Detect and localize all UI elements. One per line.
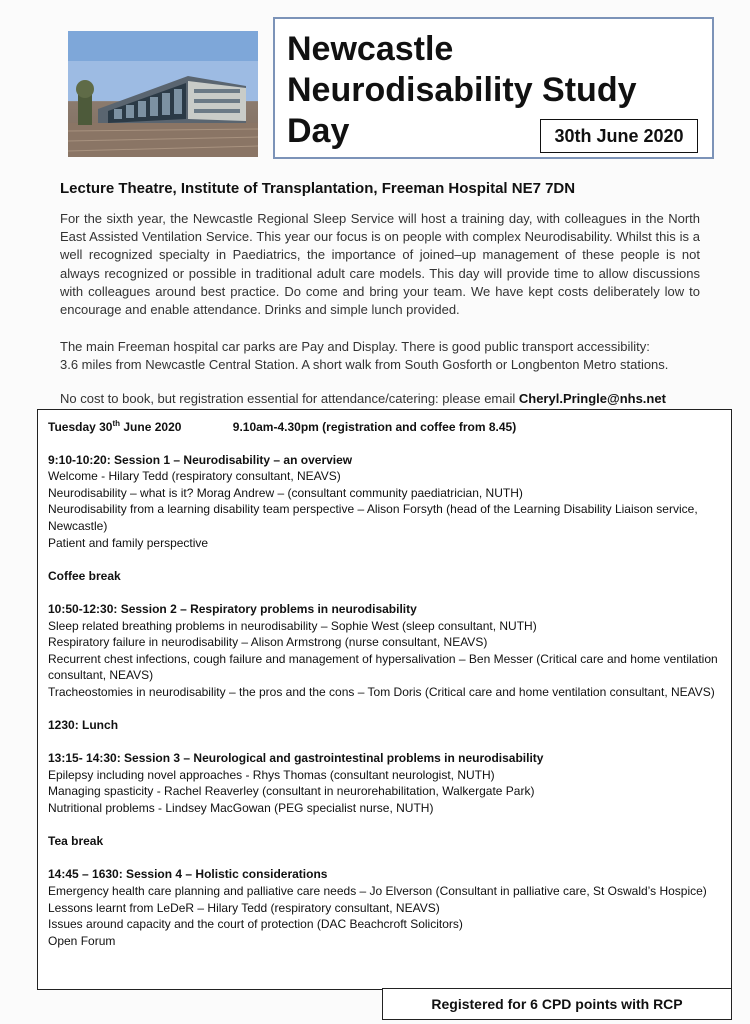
date-badge: 30th June 2020: [540, 119, 698, 153]
session-heading: 14:45 – 1630: Session 4 – Holistic considerations: [48, 867, 328, 882]
programme-time: 9.10am-4.30pm (registration and coffee from 8.45): [232, 420, 517, 434]
title-box: [273, 17, 714, 159]
break-label: 1230: Lunch: [48, 718, 119, 733]
programme-box: [37, 409, 732, 990]
transport-paragraph: [60, 338, 700, 374]
break-label: Coffee break: [48, 568, 121, 583]
session-item: Epilepsy including novel approaches - Rhys Thomas (consultant neurologist, NUTH): [48, 767, 495, 782]
session-item: Lessons learnt from LeDeR – Hilary Tedd (respiratory consultant, NEAVS): [48, 900, 440, 915]
booking-text: No cost to book, but registration essential for attendance/catering: please email: [60, 391, 519, 406]
session-item: Respiratory failure in neurodisability – Alison Armstrong (nurse consultant, NEAVS): [48, 635, 488, 650]
session-heading: 10:50-12:30: Session 2 – Respiratory problems in neurodisability: [48, 601, 417, 616]
booking-email-link[interactable]: Cheryl.Pringle@nhs.net: [518, 391, 666, 406]
session-item: Sleep related breathing problems in neurodisability – Sophie West (sleep consultant, NUTH): [48, 618, 537, 633]
transport-line: The main Freeman hospital car parks are Pay and Display. There is good public transport accessibility:: [60, 339, 650, 354]
session-item: Managing spasticity - Rachel Reaverley (consultant in neurorehabilitation, Walkergate Park): [48, 784, 535, 799]
cpd-badge: Registered for 6 CPD points with RCP: [382, 988, 732, 1020]
page-title: Newcastle Neurodisability Study Day: [287, 30, 637, 150]
session-item: Patient and family perspective: [48, 535, 209, 550]
session-item: Welcome - Hilary Tedd (respiratory consultant, NEAVS): [48, 469, 341, 484]
hospital-building-photo: [68, 31, 258, 157]
intro-paragraph: For the sixth year, the Newcastle Regional Sleep Service will host a training day, with colleagues in the North East Assisted Ventilation Service. This year our focus is on people with complex Neurodisability. Whilst this is a well recognized specialty in Paediatrics, the importance of joined–up management of these people is not always recognized or possible in traditional adult care models. This day will provide time to allow discussions with colleagues around best practice. Do come and bring your team. We have kept costs deliberately low to encourage and enable attendance. Drinks and simple lunch provided.: [60, 211, 700, 318]
session-item: Emergency health care planning and palliative care needs – Jo Elverson (Consultant in palliative care, St Oswald’s Hospice): [48, 884, 707, 899]
venue-line: Lecture Theatre, Institute of Transplantation, Freeman Hospital NE7 7DN: [60, 180, 576, 197]
session-item: Open Forum: [48, 933, 116, 948]
booking-paragraph: [60, 390, 700, 408]
session-item: Recurrent chest infections, cough failure and management of hypersalivation – Ben Messer (Critical care and home ventilation consultant, NEAVS): [48, 651, 718, 683]
session-item: Neurodisability from a learning disability team perspective – Alison Forsyth (head of the Learning Disability Liaison service, Newcastle): [48, 502, 698, 533]
session-heading: 9:10-10:20: Session 1 – Neurodisability – an overview: [48, 452, 353, 467]
session-item: Neurodisability – what is it? Morag Andrew – (consultant community paediatrician, NUTH): [48, 485, 523, 500]
programme-date: Tuesday 30th June 2020: [48, 419, 182, 434]
break-label: Tea break: [48, 834, 104, 849]
programme-day: [48, 416, 723, 436]
session-item: Issues around capacity and the court of protection (DAC Beachcroft Solicitors): [48, 917, 463, 932]
transport-line: 3.6 miles from Newcastle Central Station. A short walk from South Gosforth or Longbenton Metro stations.: [60, 357, 669, 373]
session-item: Nutritional problems - Lindsey MacGowan (PEG specialist nurse, NUTH): [48, 801, 434, 816]
session-heading: 13:15- 14:30: Session 3 – Neurological and gastrointestinal problems in neurodisability: [48, 751, 544, 766]
session-item: Tracheostomies in neurodisability – the pros and the cons – Tom Doris (Critical care and home ventilation consultant, NEAVS): [48, 684, 715, 699]
